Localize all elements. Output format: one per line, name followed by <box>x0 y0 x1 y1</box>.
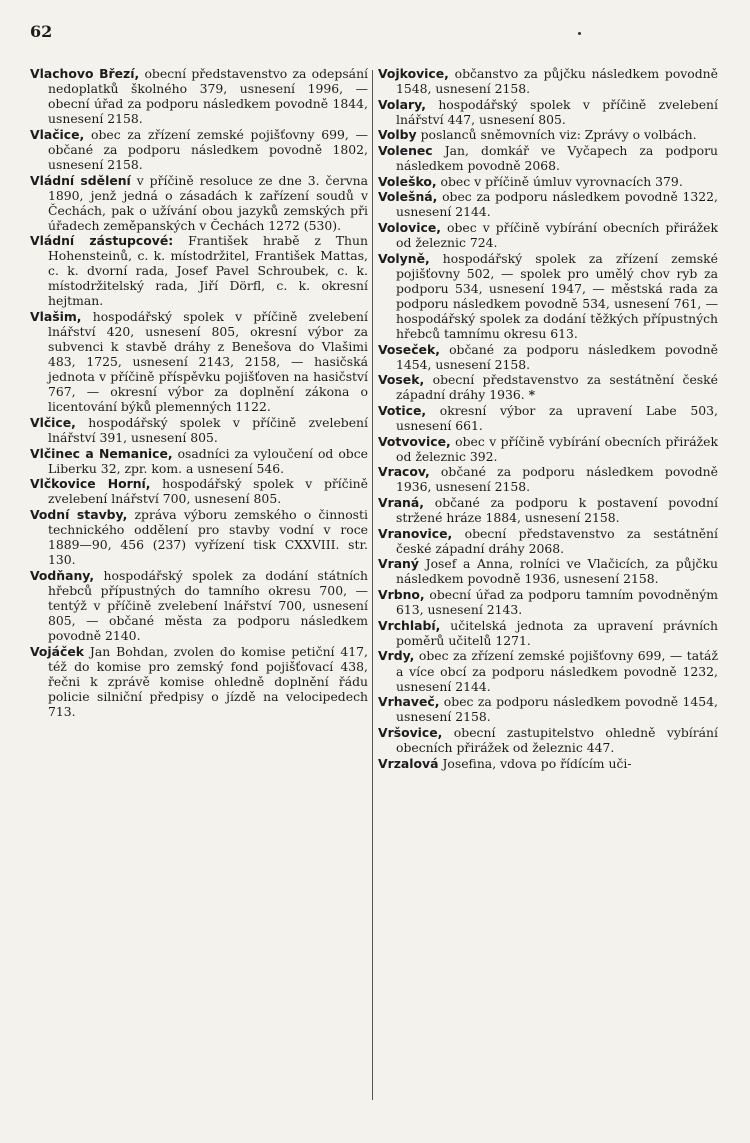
index-entry <box>378 127 718 142</box>
index-entry <box>378 464 718 494</box>
index-entry <box>378 220 718 250</box>
index-entry <box>378 372 718 402</box>
entry-text: zpráva výboru zemského o činnosti technického oddělení pro stavby vodní v roce 1889—90, 456 (237) vyřízení tisk CXXVIII. str. 130. <box>48 507 368 568</box>
entry-heading: Vrbno, <box>378 587 425 603</box>
entry-text: okresní výbor za upravení Labe 503, usnesení 661. <box>396 402 718 434</box>
index-entry <box>30 476 368 506</box>
entry-text: občané za podporu následkem povodně 1936, usnesení 2158. <box>396 464 718 495</box>
index-entry <box>30 644 368 719</box>
left-column <box>30 66 368 720</box>
entry-text: v příčině resoluce ze dne 3. června 1890, jenž jedná o zásadách k zařízení soudů v Čechách, pak o užívání obou jazyků zemských při úřadech zeměpanských v Čechách 1272 (530). <box>48 172 368 233</box>
entry-text: obec v příčině vybírání obecních přirážek od železnic 392. <box>396 433 718 464</box>
entry-heading: Vlachovo Březí, <box>30 66 140 81</box>
entry-text: obecní představenstvo za sestátnění české západní dráhy 2068. <box>396 525 718 556</box>
index-entry <box>30 309 368 414</box>
index-entry <box>378 495 718 525</box>
entry-text: obec za podporu následkem povodně 1454, usnesení 2158. <box>396 694 718 725</box>
entry-text: osadníci za vyloučení od obce Liberku 32, zpr. kom. a usnesení 546. <box>48 445 368 476</box>
index-entry <box>378 434 718 464</box>
entry-heading: Volovice, <box>378 220 441 236</box>
index-entry <box>30 568 368 643</box>
entry-text: obecní zastupitelstvo ohledně vybírání obecních přirážek od železnic 447. <box>396 724 718 755</box>
entry-heading: Voseček, <box>378 341 440 357</box>
entry-text: hospodářský spolek za dodání státních hřebců přípustných do tamního okresu 700, — tentýž v příčině zvelebení lnářství 700, usnesení 805, — občané města za podporu následkem povodně 2140. <box>48 567 368 644</box>
index-entry <box>378 189 718 219</box>
entry-text: Josefina, vdova po řídícím uči- <box>442 755 632 771</box>
entry-heading: Vlačice, <box>30 126 85 142</box>
entry-text: občanstvo za půjčku následkem povodně 1548, usnesení 2158. <box>396 66 718 97</box>
entry-text: Jan, domkář ve Vyčapech za podporu následkem povodně 2068. <box>396 143 718 174</box>
entry-heading: Vlašim, <box>30 309 82 325</box>
entry-heading: Volby <box>378 127 417 143</box>
index-entry <box>378 66 718 96</box>
entry-text: občané za podporu následkem povodně 1454, usnesení 2158. <box>396 341 718 372</box>
index-entry <box>378 174 718 189</box>
entry-text: obec za podporu následkem povodně 1322, usnesení 2144. <box>396 189 718 220</box>
entry-heading: Vrdy, <box>378 648 415 664</box>
entry-text: poslanců sněmovních viz: Zprávy o volbách. <box>420 127 697 143</box>
index-entry <box>378 587 718 617</box>
entry-heading: Volyně, <box>378 250 430 266</box>
index-entry <box>378 725 718 755</box>
entry-text: hospodářský spolek v příčině zvelebení lnářství 700, usnesení 805. <box>48 476 368 507</box>
entry-text: Jan Bohdan, zvolen do komise petiční 417, též do komise pro zemský fond pojišťovací 438, řečni k zprávě komise ohledně doplnění řádu policie silniční předpisy o jízdě na velocipedech 713. <box>48 643 368 719</box>
index-entry <box>378 97 718 127</box>
entry-text: hospodářský spolek v příčině zvelebení lnářství 420, usnesení 805, okresní výbor za subvenci k stavbě dráhy z Benešova do Vlašimi 483, 1725, usnesení 2143, 2158, — hasičská jednota v příčině příspěvku pojišťoven na hasičství 767, — okresní výbor za doplnění zákona o licentování býků plemenných 1122. <box>48 309 368 415</box>
index-entry <box>378 648 718 693</box>
entry-heading: Votice, <box>378 402 427 418</box>
index-entry <box>378 526 718 556</box>
entry-text: Josef a Anna, rolníci ve Vlačicích, za půjčku následkem povodně 1936, usnesení 2158. <box>396 556 718 587</box>
index-entry <box>378 403 718 433</box>
entry-text: obecní představenstvo za odepsání nedoplatků školného 379, usnesení 1996, — obecní úřad za podporu následkem povodně 1844, usnesení 2158. <box>48 66 369 127</box>
entry-heading: Volenec <box>378 143 433 159</box>
index-entry <box>378 618 718 648</box>
index-entry <box>30 66 368 126</box>
entry-text: obecní představenstvo za sestátnění české západní dráhy 1936. <box>396 372 718 403</box>
entry-text: obec za zřízení zemské pojišťovny 699, — tatáž a více obcí za podporu následkem povodně 1232, usnesení 2144. <box>396 648 718 694</box>
entry-heading: Vládní sdělení <box>30 172 131 188</box>
entry-text: občané za podporu k postavení povodní stržené hráze 1884, usnesení 2158. <box>396 495 718 526</box>
entry-heading: Vrzalová <box>378 755 439 771</box>
index-entry <box>378 694 718 724</box>
entry-heading: Vracov, <box>378 464 430 480</box>
entry-heading: Volary, <box>378 96 426 112</box>
entry-text: obec za zřízení zemské pojišťovny 699, — občané za podporu následkem povodně 1802, usnesení 2158. <box>48 126 368 172</box>
index-entry <box>378 556 718 586</box>
index-entry <box>30 507 368 567</box>
entry-heading: Vlčinec a Nemanice, <box>30 445 173 461</box>
entry-text: hospodářský spolek v příčině zvelebení lnářství 391, usnesení 805. <box>48 415 368 446</box>
index-entry <box>30 173 368 233</box>
entry-heading: Voleško, <box>378 173 437 189</box>
entry-heading: Vlčkovice Horní, <box>30 476 151 492</box>
entry-heading: Votvovice, <box>378 433 451 449</box>
column-divider <box>372 70 373 1100</box>
index-entry <box>378 756 718 771</box>
entry-heading: Vrhaveč, <box>378 694 440 710</box>
entry-heading: Vládní zástupcové: <box>30 233 174 249</box>
entry-heading: Vraná, <box>378 495 424 511</box>
entry-heading: Volešná, <box>378 189 438 205</box>
entry-text: hospodářský spolek za zřízení zemské pojišťovny 502, — spolek pro umělý chov ryb za podporu 534, usnesení 1947, — městská rada za podporu následkem povodně 534, usnesení 761, — hospodářský spolek za dodání těžkých přípustných hřebců tamnímu okresu 613. <box>396 250 718 341</box>
entry-heading: Vraný <box>378 556 419 572</box>
entry-heading: Vršovice, <box>378 724 443 740</box>
entry-heading: Vojkovice, <box>378 66 449 81</box>
entry-heading: Vodňany, <box>30 567 95 583</box>
entry-text: obec v příčině úmluv vyrovnacích 379. <box>440 173 683 189</box>
entry-text: učitelská jednota za upravení právních poměrů učitelů 1271. <box>396 617 718 648</box>
entry-star-mark: * <box>528 387 536 403</box>
entry-text: obec v příčině vybírání obecních přirážek od železnic 724. <box>396 220 718 251</box>
page-number: 62 <box>30 22 53 41</box>
entry-text: František hrabě z Thun Hohensteinů, c. k. místodržitel, František Mattas, c. k. dvorní rada, Josef Pavel Schroubek, c. k. místodržitelský rada, Jiří Dörfl, c. k. okresní hejtman. <box>48 233 368 309</box>
index-entry <box>30 446 368 476</box>
entry-heading: Vosek, <box>378 372 425 388</box>
entry-heading: Vranovice, <box>378 525 453 541</box>
index-entry <box>30 127 368 172</box>
index-entry <box>30 233 368 308</box>
entry-heading: Vlčice, <box>30 415 76 431</box>
entry-heading: Vojáček <box>30 643 85 659</box>
index-entry <box>378 251 718 341</box>
index-entry <box>30 415 368 445</box>
index-entry <box>378 342 718 372</box>
entry-heading: Vrchlabí, <box>378 617 441 633</box>
entry-text: hospodářský spolek v příčině zvelebení lnářství 447, usnesení 805. <box>396 96 718 127</box>
print-speck-mark <box>578 32 581 35</box>
entry-text: obecní úřad za podporu tamním povodněným 613, usnesení 2143. <box>396 587 718 618</box>
index-entry <box>378 143 718 173</box>
right-column <box>378 66 718 771</box>
entry-heading: Vodní stavby, <box>30 507 128 523</box>
